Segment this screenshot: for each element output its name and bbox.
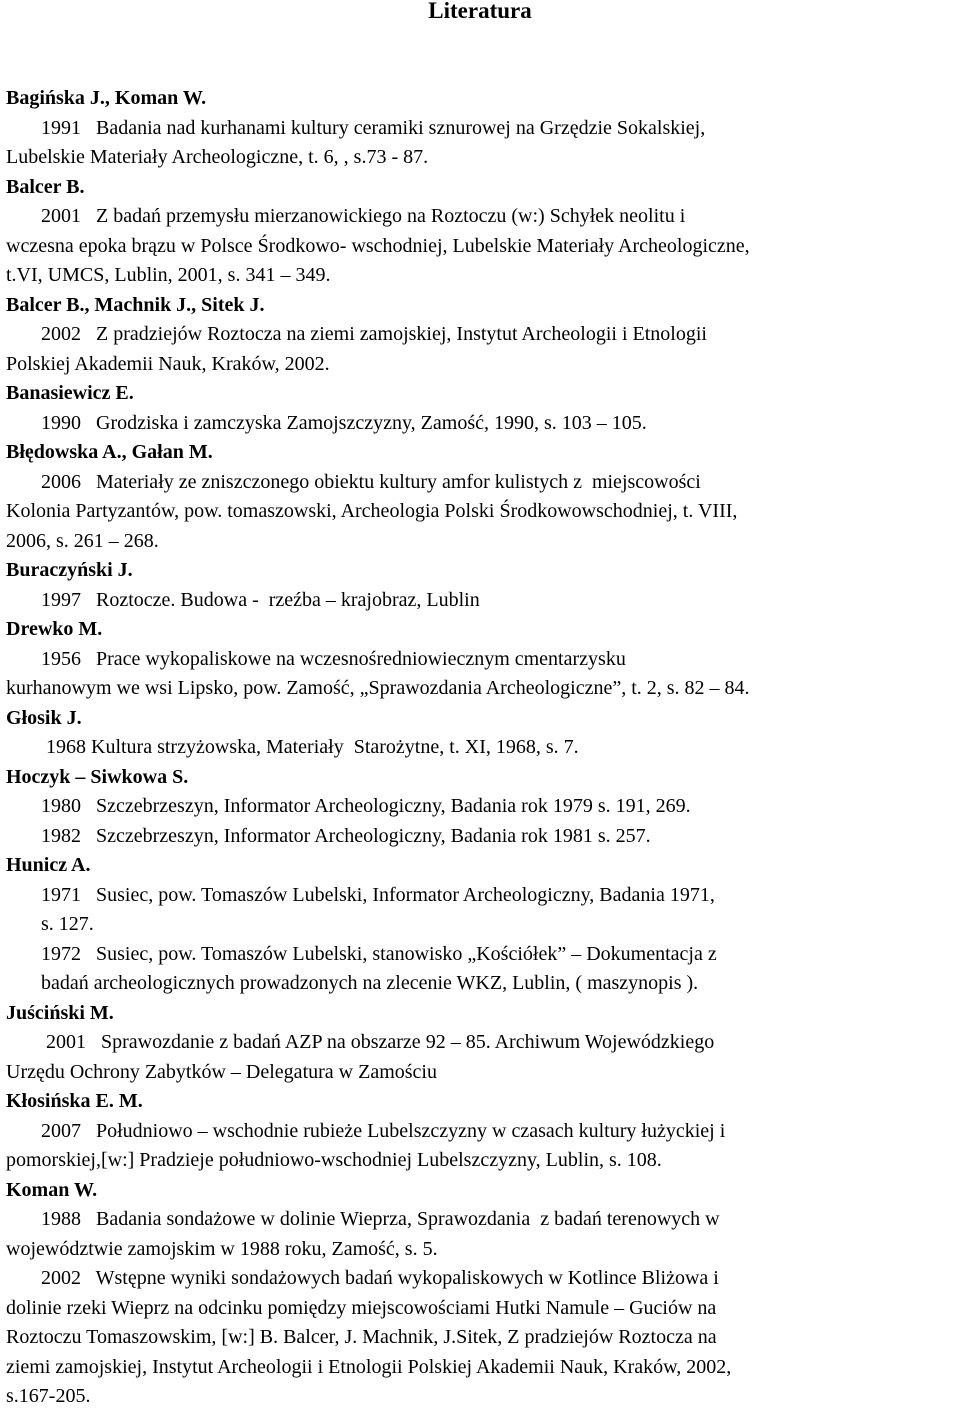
bibliography-entry <box>6 556 956 615</box>
entry-work: 2002 Z pradziejów Roztocza na ziemi zamojskiej, Instytut Archeologii i Etnologii Polskiej Akademii Nauk, Kraków, 2002. <box>6 323 707 375</box>
bibliography-entry <box>6 379 956 438</box>
bibliography-list <box>6 84 956 1412</box>
bibliography-entry <box>6 999 956 1088</box>
bibliography-entry <box>6 1087 956 1176</box>
entry-work: 2006 Materiały ze zniszczonego obiektu kultury amfor kulistych z miejscowości Kolonia Partyzantów, pow. tomaszowski, Archeologia Polski Środkowowschodniej, t. VIII, 2006, s. 261 – 268. <box>6 470 738 552</box>
entry-work: 1982 Szczebrzeszyn, Informator Archeologiczny, Badania rok 1981 s. 257. <box>6 824 651 847</box>
entry-author: Balcer B., Machnik J., Sitek J. <box>6 293 265 316</box>
entry-author: Banasiewicz E. <box>6 382 134 404</box>
entry-author: Hunicz A. <box>6 854 91 876</box>
entry-author: Balcer B. <box>6 175 85 198</box>
entry-author: Kłosińska E. M. <box>6 1090 143 1112</box>
bibliography-entry <box>6 438 956 556</box>
entry-author: Buraczyński J. <box>6 559 133 581</box>
entry-author: Drewko M. <box>6 618 103 640</box>
bibliography-entry <box>6 173 956 291</box>
entry-work: 2001 Sprawozdanie z badań AZP na obszarze 92 – 85. Archiwum Wojewódzkiego Urzędu Ochrony Zabytków – Delegatura w Zamościu <box>6 1031 715 1083</box>
entry-work: 1980 Szczebrzeszyn, Informator Archeologiczny, Badania rok 1979 s. 191, 269. <box>6 795 691 817</box>
bibliography-entry <box>6 1176 956 1412</box>
entry-work: 1997 Roztocze. Budowa - rzeźba – krajobraz, Lublin <box>6 588 480 611</box>
bibliography-entry <box>6 851 956 999</box>
entry-work: 1972 Susiec, pow. Tomaszów Lubelski, stanowisko „Kościółek” – Dokumentacja z badań archeologicznych prowadzonych na zlecenie WKZ, Lublin, ( maszynopis ). <box>41 942 717 994</box>
bibliography-entry <box>6 84 956 173</box>
entry-author: Koman W. <box>6 1178 98 1201</box>
entry-work: 2001 Z badań przemysłu mierzanowickiego na Roztoczu (w:) Schyłek neolitu i wczesna epoka brązu w Polsce Środkowo- wschodniej, Lubelskie Materiały Archeologiczne, t.VI, UMCS, Lublin, 2001, s. 341 – 349. <box>6 205 750 286</box>
bibliography-entry <box>6 763 956 852</box>
entry-work: 2002 Wstępne wyniki sondażowych badań wykopaliskowych w Kotlince Bliżowa i dolinie rzeki Wieprz na odcinku pomiędzy miejscowościami Hutki Namule – Guciów na Roztoczu Tomaszowskim, [w:] B. Balcer, J. Machnik, J.Sitek, Z pradziejów Roztocza na ziemi zamojskiej, Instytut Archeologii i Etnologii Polskiej Akademii Nauk, Kraków, 2002, s.167-205. <box>6 1267 732 1407</box>
bibliography-entry <box>6 704 956 763</box>
bibliography-entry <box>6 291 956 380</box>
entry-work: 1988 Badania sondażowe w dolinie Wieprza, Sprawozdania z badań terenowych w województwie zamojskim w 1988 roku, Zamość, s. 5. <box>6 1208 720 1260</box>
entry-work: 1991 Badania nad kurhanami kultury ceramiki sznurowej na Grzędzie Sokalskiej, Lubelskie Materiały Archeologiczne, t. 6, , s.73 - 87. <box>6 116 706 168</box>
entry-author: Błędowska A., Gałan M. <box>6 441 213 463</box>
bibliography-entry <box>6 615 956 704</box>
entry-work: 1956 Prace wykopaliskowe na wczesnośredniowiecznym cmentarzysku kurhanowym we wsi Lipsko, pow. Zamość, „Sprawozdania Archeologiczne”, t. 2, s. 82 – 84. <box>6 647 750 699</box>
entry-work: 1990 Grodziska i zamczyska Zamojszczyzny, Zamość, 1990, s. 103 – 105. <box>6 411 647 434</box>
entry-author: Głosik J. <box>6 706 82 729</box>
entry-work: 1968 Kultura strzyżowska, Materiały Starożytne, t. XI, 1968, s. 7. <box>6 736 579 758</box>
entry-work: 2007 Południowo – wschodnie rubieże Lubelszczyzny w czasach kultury łużyckiej i pomorskiej,[w:] Pradzieje południowo-wschodniej Lubelszczyzny, Lublin, s. 108. <box>6 1119 726 1171</box>
entry-author: Hoczyk – Siwkowa S. <box>6 765 189 788</box>
entry-author: Juściński M. <box>6 1001 114 1024</box>
entry-author: Bagińska J., Koman W. <box>6 87 207 109</box>
page-title: Literatura <box>428 0 532 23</box>
entry-work: 1971 Susiec, pow. Tomaszów Lubelski, Informator Archeologiczny, Badania 1971, s. 127. <box>41 883 715 935</box>
